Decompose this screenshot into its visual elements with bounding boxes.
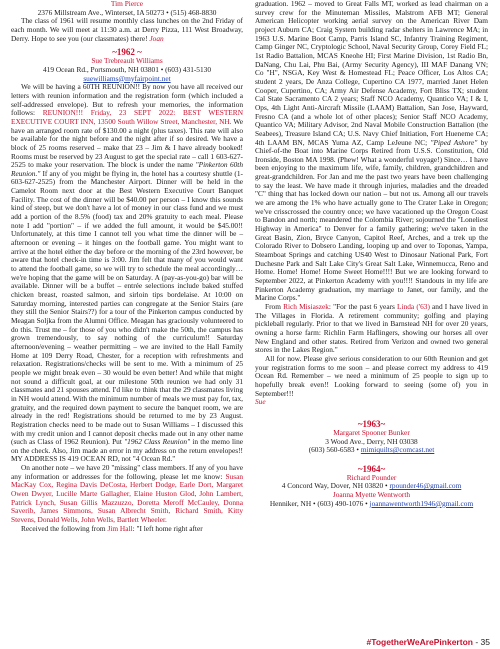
page-number: - 35 bbox=[475, 637, 490, 647]
jim-hall-intro: Received the following from Jim Hall: "I left home right after bbox=[21, 523, 203, 533]
tim-pierce-address: 2376 Millstream Ave., Winterset, IA 50273 • (515) 468-8830 bbox=[37, 7, 217, 17]
joanna-wentworth-address: Henniker, NH • (603) 490-1076 • bbox=[269, 498, 368, 508]
class-1961-note: The class of 1961 will resume monthly class lunches on the 2nd Friday of each month. We will meet at 11:30 a.m. at Derry Pizza, 111 West Broadway, Derry. Hope to see you (our classmates) there! Joan bbox=[11, 16, 243, 43]
closing-paragraph: All for now. Please give serious consideration to our 60th Reunion and get your registration forms to me soon – and please correct my address to 419 Ocean Rd. Remember – we need a minimum of 25 people to sign up to hopefully break even!! Looking forward to seeing (some of) you in September!!! bbox=[255, 353, 488, 398]
joanna-wentworth-email-link[interactable]: joannawentworth1946@gmail.com bbox=[369, 498, 474, 508]
margaret-bunker-email-link[interactable]: mimiquilts@comcast.net bbox=[360, 445, 435, 455]
margaret-bunker-address: 3 Wood Ave., Derry, NH 03038 bbox=[325, 436, 418, 446]
sue-williams-email-link[interactable]: suewilliams@myfairpoint.net bbox=[83, 73, 171, 83]
missing-members-paragraph: On another note – we have 20 "missing" class members. If any of you have any information or addresses for the following, please let me know: Susan MacKay Cox, Regina Davis DeCosta, Herbert Dodge, Earle Dort, Margaret Owen Dwyer, Lucille Marte Gallagher, Elaine Huston Glod, John Lambert, Patrick Lynch, Susan Gillis Mazzuzzo, Doretta Meroff McCauley, Donna Saverib, James Simmons, Susan Albrecht Smith, Richard Smith, Kitty Stevens, Donald Wells, John Wells, Bartlett Wheeler. bbox=[11, 463, 243, 525]
margaret-bunker-name: Margaret Spooner Bunker bbox=[333, 427, 410, 437]
sue-signature: Sue bbox=[255, 397, 266, 407]
right-column bbox=[255, 0, 488, 508]
reunion-paragraph: We will be having a 60TH REUNION!! By now you have all received our letters with reunion information and the registration form (which included a self-addressed envelope). But to refresh your memories, the information follows: REUNION!!! Friday, 23 SEPT 2022: BEST WESTERN EXECUTIVE COURT INN, 13500 South Willow Street, Manchester, NH. We have an arranged room rate of $130.00 a night (plus taxes). This rate will also be available for the night before and the night after if so desired. We have a block of 25 rooms reserved – make that 23 – Jim & I have already booked! Rooms must be reserved by 23 August to get the special rate – call 1 603-627-2525 to make your reservation. The block is under the name "Pinkerton 60th Reunion." If any of you might be flying in, the hotel has a courtesy shuttle (1-603-627-2525) from the Manchester Airport. Dinner will be held in the Camelot Room next door at the Best Western Executive Court Banquet Facility. The cost of the dinner will be $40.00 per person – I know this sounds kind of steep, but we don't have a lot of money in our class fund and we must add a portion of the 8.5% (food) tax and 20% gratuity to each meal. Please note I add "portion" – if we added the full amount, it would be $45.00!! Unfortunately, at this time I cannot tell you what time the dinner will be – afternoon or evening – it hinges on the football game. You might want to arrive at the hotel either the day before or the morning of the 23rd however, be aware that hotel check-in time is 3:00. Jim felt that many of you would want to attend the football game, so we will try to schedule the meal accordingly… we're hoping that the game will be on Saturday. A (pay-as-you-go) bar will be available. Dinner will be a buffet – entrée selections include baked stuffed chicken breast, roasted salmon, and sirloin tips bordelaise. At 10:00 on Saturday morning, interested parties can congregate at the Senior Stairs (are they still the Senior Stairs??) for a tour of the Pinkerton campus conducted by Meagan Soljka from the Alumni Office. Meagan has graciously volunteered to do this. Trust me – for those of you who didn't make the 50th, the campus has grown tremendously, to say nothing of the curriculum!! Saturday afternoon/evening – weather permitting – we are invited to the Hall Family Home at 109 Derry Road, Chester, for a reception with refreshments and relaxation. Registrations/checks will be sent to me. With a minimum of 25 people we might break even – 30 would be even better! And while that might not sound a difficult goal, at our milestone 50th reunion we had only 31 classmates and 21 spouses attend. I'd like to think that the 29 classmates living in NH would attend. With the minimum number of meals we must pay for, tax, gratuity, and the required down payment to secure the banquet room, we are already in the red! Registrations should be returned to me by 23 August. Registration checks need to be made out to Susan Williams – I discussed this with my credit union and I cannot deposit checks made out in any other name (such as Class of 1962 Reunion). Put "1962 Class Reunion" in the memo line on the check. Also, Jim made an error in my address on the return envelopes!! MY ADDRESS IS 419 OCEAN RD, not "4 Ocean Rd." bbox=[11, 82, 244, 464]
tim-pierce-name: Tim Pierce bbox=[110, 0, 144, 8]
richard-pounder-address: 4 Concord Way, Dover, NH 03820 • bbox=[281, 481, 388, 491]
rich-misiaszek-paragraph: From Rich Misiaszek: "For the past 6 years Linda ('63) and I have lived in The Villages in Florida. A retirement community; golfing and playing pickleball regularly. Prior to that we lived in Barnstead NH for over 20 years, owning a horse farm: Richlin Farm Haflingers, showing our horses all over New England and other states. Retired from Verizon and owned two general stores in the Lakes Region." bbox=[255, 301, 488, 355]
margaret-bunker-phone: (603) 560-6583 • bbox=[308, 445, 359, 455]
sue-williams-address: 419 Ocean Rd., Portsmouth, NH 03801 • (603) 431-5130 bbox=[43, 64, 211, 74]
hashtag: #TogetherWeArePinkerton bbox=[366, 637, 473, 647]
richard-pounder-email-link[interactable]: rpounder46@gmail.com bbox=[389, 481, 462, 491]
joan-signature: Joan bbox=[149, 33, 164, 43]
page-footer bbox=[367, 637, 490, 647]
jim-hall-story: graduation. 1962 – moved to Great Falls MT, worked as lead chairman on a survey crew for the Minuteman Missiles, Malstrom AFB MT; General American Helicopter working aerial survey on the American River Dam project Auburn CA; Craig System building radar shelters in Lawrence MA; in 1963 U.S. Marine Boot Camp, Parris Island SC, Infantry Training Regiment, Camp Ginger NC, Cryptologic School, Naval Security Group, Corey Field FL; 1st Radio Battalion, MCAS Kneohe HI; First Marine Division, 1st Radio Bn, DaNang, Chu Lai, Phu Bai, (Army Security Agency), III MAF Danang VN; Co "H", NSGA, Key West & Homestead FL; Peace Officer, Los Altos CA; student 2 years, De Anza College, Cupertino CA 1977, married Janet Helen Cooper, Cupertino, CA; Army Air Defense Academy, Fort Bliss TX; student Cal State Sacramento CA 2 years; Staff NCO Academy, Quantico VA; I & I, Ops, 4th Light Anti-Aircraft Missile (LAAM) Battalion, San Jose, Hayward, Fresno CA (and a whole lot of other places); Senior Staff NCO Academy, Quantico VA; Military Advisor, 2nd Naval Mobile Construction Battalion (the Seabees), Treasure Island CA; U.S. Navy Chief Initiation, Fort Hueneme CA; 4th LAAM BN, MCAS Yuma AZ, Camp LeJeune NC; "Piped Ashore" by Chief-of-the Boat into Marine Corps Retired from U.S.S. Constitution, Old Ironside, Boston MA 1998. (Phew! What a wonderful voyage!) Since… I have been enjoying to the maximum life, wife, family, children, grandchildren and great-grandchildren. For Jan and me the past two years have been challenging to say the least. We have made it through injuries, maladies and the dreaded "C" thing that has locked down our nation – but not us. Among all our travels we are among the 1% who have actually gone to The Crater Lake in Oregon; we've crisscrossed the country once; we have vacationed up the Oregon Coast to Bandon and north; meandered the Colombia River; sojourned the "Loneliest Highway in America" to Denver for a family gathering; we've taken in the Great Basin, Zion, Bryce Canyon, Capitol Reef, Arches, and a trek up the Colorado River to Dobsero Landing, looping up and over to Toponas, Yampa, Steamboat Springs and catching US40 West to Dinosaur National Park, Fort Duchesne Park and Salt Lake City's Great Salt Lake, Winnemucca, Reno and Home. Home! Home! Home Sweet Home!!!! But we are looking forward to September 2022, at Pinkerton Academy with you!!!! Standouts in my life are Pinkerton Academy graduation, my marriage to Janet, our family, and the Marine Corps." bbox=[255, 0, 488, 303]
left-column bbox=[11, 0, 243, 533]
richard-pounder-name: Richard Pounder bbox=[346, 472, 397, 482]
year-1962-heading: ~1962 ~ bbox=[112, 47, 142, 58]
year-1963-heading: ~1963~ bbox=[357, 418, 386, 429]
year-1964-heading: ~1964~ bbox=[357, 463, 386, 474]
joanna-wentworth-name: Joanna Myette Wentworth bbox=[332, 490, 411, 500]
sue-williams-name: Sue Trebreault Williams bbox=[91, 56, 163, 66]
